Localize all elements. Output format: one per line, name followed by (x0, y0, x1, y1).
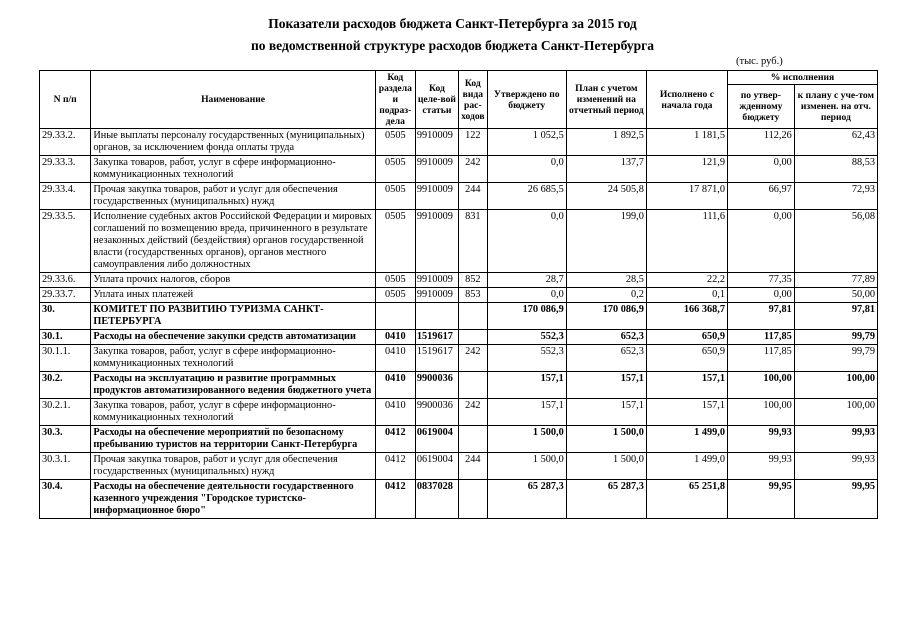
cell-num: 30.1. (40, 330, 91, 345)
cell-vid (458, 330, 487, 345)
cell-razdel (375, 303, 415, 330)
cell-name: Закупка товаров, работ, услуг в сфере информационно-коммуникационных технологий (91, 399, 375, 426)
cell-pct-utv: 100,00 (728, 372, 795, 399)
cell-pct-utv: 0,00 (728, 210, 795, 273)
table-row (40, 288, 878, 303)
cell-pct-plan: 56,08 (794, 210, 877, 273)
cell-pct-plan: 99,93 (794, 453, 877, 480)
cell-isp: 17 871,0 (646, 183, 727, 210)
cell-vid (458, 372, 487, 399)
cell-pct-plan: 88,53 (794, 156, 877, 183)
table-row (40, 273, 878, 288)
cell-name: Уплата прочих налогов, сборов (91, 273, 375, 288)
header-razdel: Код раздела и подраз-дела (375, 71, 415, 129)
cell-utv: 0,0 (487, 156, 566, 183)
cell-pct-utv: 99,95 (728, 480, 795, 519)
cell-name: Иные выплаты персоналу государственных (муниципальных) органов, за исключением фонда оплаты труда (91, 129, 375, 156)
table-row (40, 129, 878, 156)
cell-vid (458, 303, 487, 330)
table-row (40, 480, 878, 519)
cell-plan: 1 500,0 (566, 426, 646, 453)
cell-plan: 1 892,5 (566, 129, 646, 156)
cell-pct-plan: 99,95 (794, 480, 877, 519)
cell-name: Прочая закупка товаров, работ и услуг для обеспечения государственных (муниципальных) нужд (91, 453, 375, 480)
cell-num: 30. (40, 303, 91, 330)
cell-num: 29.33.5. (40, 210, 91, 273)
cell-num: 30.4. (40, 480, 91, 519)
header-vid: Код вида рас-ходов (458, 71, 487, 129)
cell-isp: 22,2 (646, 273, 727, 288)
cell-plan: 157,1 (566, 372, 646, 399)
cell-pct-plan: 62,43 (794, 129, 877, 156)
cell-utv: 65 287,3 (487, 480, 566, 519)
cell-pct-utv: 97,81 (728, 303, 795, 330)
cell-name: Исполнение судебных актов Российской Федерации и мировых соглашений по возмещению вреда, причиненного в результате незаконных действий (бездействия) органов государственной власти (государственных органов), органов местного самоуправления либо должностных (91, 210, 375, 273)
cell-name: Расходы на обеспечение мероприятий по безопасному пребыванию туристов на территории Санкт-Петербурга (91, 426, 375, 453)
cell-razdel: 0412 (375, 426, 415, 453)
cell-num: 30.3.1. (40, 453, 91, 480)
header-isp: Исполнено с начала года (646, 71, 727, 129)
cell-name: Расходы на обеспечение деятельности государственного казенного учреждения "Городское туристско-информационное бюро" (91, 480, 375, 519)
cell-pct-utv: 100,00 (728, 399, 795, 426)
cell-utv: 0,0 (487, 288, 566, 303)
cell-utv: 552,3 (487, 330, 566, 345)
units-label: (тыс. руб.) (736, 56, 783, 67)
cell-vid: 852 (458, 273, 487, 288)
report-title-line1: Показатели расходов бюджета Санкт-Петербурга за 2015 год (268, 16, 637, 31)
cell-statya: 9910009 (415, 288, 458, 303)
cell-isp: 111,6 (646, 210, 727, 273)
header-num: N п/п (40, 71, 91, 129)
cell-utv: 28,7 (487, 273, 566, 288)
cell-num: 29.33.3. (40, 156, 91, 183)
cell-razdel: 0410 (375, 372, 415, 399)
header-name: Наименование (91, 71, 375, 129)
cell-isp: 1 499,0 (646, 426, 727, 453)
cell-utv: 1 500,0 (487, 426, 566, 453)
cell-name: Расходы на эксплуатацию и развитие программных продуктов автоматизированного ведения бюджетного учета (91, 372, 375, 399)
cell-vid: 242 (458, 156, 487, 183)
cell-statya: 9900036 (415, 399, 458, 426)
cell-utv: 1 052,5 (487, 129, 566, 156)
cell-isp: 650,9 (646, 330, 727, 345)
cell-isp: 166 368,7 (646, 303, 727, 330)
table-row (40, 303, 878, 330)
cell-name: Расходы на обеспечение закупки средств автоматизации (91, 330, 375, 345)
cell-pct-plan: 99,79 (794, 345, 877, 372)
header-pct-utv: по утвер-жденному бюджету (728, 85, 795, 129)
cell-pct-utv: 112,26 (728, 129, 795, 156)
table-row (40, 345, 878, 372)
cell-razdel: 0412 (375, 480, 415, 519)
cell-statya: 9910009 (415, 210, 458, 273)
cell-utv: 26 685,5 (487, 183, 566, 210)
table-row (40, 372, 878, 399)
cell-razdel: 0410 (375, 330, 415, 345)
cell-statya (415, 303, 458, 330)
cell-pct-utv: 66,97 (728, 183, 795, 210)
cell-num: 29.33.6. (40, 273, 91, 288)
cell-utv: 1 500,0 (487, 453, 566, 480)
cell-plan: 0,2 (566, 288, 646, 303)
cell-statya: 9910009 (415, 273, 458, 288)
header-utv: Утверждено по бюджету (487, 71, 566, 129)
cell-vid (458, 426, 487, 453)
cell-name: Уплата иных платежей (91, 288, 375, 303)
table-row (40, 426, 878, 453)
cell-plan: 137,7 (566, 156, 646, 183)
cell-plan: 170 086,9 (566, 303, 646, 330)
cell-razdel: 0412 (375, 453, 415, 480)
cell-pct-utv: 0,00 (728, 156, 795, 183)
report-title-line2: по ведомственной структуре расходов бюджета Санкт-Петербурга (250, 38, 655, 53)
cell-statya: 0837028 (415, 480, 458, 519)
cell-razdel: 0410 (375, 399, 415, 426)
cell-vid (458, 480, 487, 519)
cell-statya: 9900036 (415, 372, 458, 399)
cell-num: 29.33.7. (40, 288, 91, 303)
cell-pct-plan: 100,00 (794, 372, 877, 399)
cell-num: 30.2. (40, 372, 91, 399)
header-plan: План с учетом изменений на отчетный период (566, 71, 646, 129)
cell-utv: 170 086,9 (487, 303, 566, 330)
cell-razdel: 0505 (375, 210, 415, 273)
cell-name: Закупка товаров, работ, услуг в сфере информационно-коммуникационных технологий (91, 156, 375, 183)
cell-statya: 9910009 (415, 156, 458, 183)
table-row (40, 399, 878, 426)
cell-vid: 242 (458, 399, 487, 426)
cell-pct-plan: 100,00 (794, 399, 877, 426)
cell-isp: 157,1 (646, 399, 727, 426)
cell-vid: 122 (458, 129, 487, 156)
cell-vid: 831 (458, 210, 487, 273)
cell-pct-plan: 99,93 (794, 426, 877, 453)
cell-name: КОМИТЕТ ПО РАЗВИТИЮ ТУРИЗМА САНКТ-ПЕТЕРБУРГА (91, 303, 375, 330)
cell-plan: 24 505,8 (566, 183, 646, 210)
cell-pct-utv: 99,93 (728, 426, 795, 453)
header-pct-plan: к плану с уче-том изменен. на отч. период (794, 85, 877, 129)
cell-pct-utv: 0,00 (728, 288, 795, 303)
cell-isp: 121,9 (646, 156, 727, 183)
cell-razdel: 0505 (375, 129, 415, 156)
budget-table (39, 70, 878, 519)
table-row (40, 330, 878, 345)
cell-utv: 0,0 (487, 210, 566, 273)
cell-plan: 199,0 (566, 210, 646, 273)
cell-razdel: 0505 (375, 288, 415, 303)
table-row (40, 156, 878, 183)
cell-pct-plan: 72,93 (794, 183, 877, 210)
cell-num: 30.3. (40, 426, 91, 453)
cell-statya: 9910009 (415, 129, 458, 156)
cell-isp: 157,1 (646, 372, 727, 399)
cell-num: 29.33.4. (40, 183, 91, 210)
cell-vid: 244 (458, 183, 487, 210)
cell-pct-plan: 50,00 (794, 288, 877, 303)
cell-razdel: 0505 (375, 183, 415, 210)
table-row (40, 453, 878, 480)
cell-razdel: 0505 (375, 156, 415, 183)
cell-statya: 1519617 (415, 330, 458, 345)
cell-utv: 157,1 (487, 399, 566, 426)
cell-isp: 650,9 (646, 345, 727, 372)
cell-pct-utv: 117,85 (728, 345, 795, 372)
cell-pct-utv: 99,93 (728, 453, 795, 480)
cell-pct-utv: 77,35 (728, 273, 795, 288)
cell-pct-plan: 97,81 (794, 303, 877, 330)
cell-plan: 65 287,3 (566, 480, 646, 519)
cell-isp: 65 251,8 (646, 480, 727, 519)
cell-razdel: 0505 (375, 273, 415, 288)
cell-plan: 652,3 (566, 345, 646, 372)
cell-isp: 1 181,5 (646, 129, 727, 156)
header-statya: Код целе-вой статьи (415, 71, 458, 129)
header-pct-group: % исполнения (728, 71, 878, 85)
cell-num: 30.2.1. (40, 399, 91, 426)
cell-isp: 1 499,0 (646, 453, 727, 480)
cell-vid: 244 (458, 453, 487, 480)
cell-isp: 0,1 (646, 288, 727, 303)
cell-pct-utv: 117,85 (728, 330, 795, 345)
cell-vid: 853 (458, 288, 487, 303)
table-row (40, 183, 878, 210)
cell-pct-plan: 99,79 (794, 330, 877, 345)
cell-statya: 0619004 (415, 426, 458, 453)
cell-vid: 242 (458, 345, 487, 372)
cell-num: 29.33.2. (40, 129, 91, 156)
cell-razdel: 0410 (375, 345, 415, 372)
cell-plan: 28,5 (566, 273, 646, 288)
cell-plan: 652,3 (566, 330, 646, 345)
cell-statya: 0619004 (415, 453, 458, 480)
cell-statya: 9910009 (415, 183, 458, 210)
cell-name: Закупка товаров, работ, услуг в сфере информационно-коммуникационных технологий (91, 345, 375, 372)
cell-statya: 1519617 (415, 345, 458, 372)
cell-num: 30.1.1. (40, 345, 91, 372)
cell-plan: 157,1 (566, 399, 646, 426)
table-row (40, 210, 878, 273)
cell-utv: 157,1 (487, 372, 566, 399)
cell-plan: 1 500,0 (566, 453, 646, 480)
cell-utv: 552,3 (487, 345, 566, 372)
cell-pct-plan: 77,89 (794, 273, 877, 288)
cell-name: Прочая закупка товаров, работ и услуг для обеспечения государственных (муниципальных) нужд (91, 183, 375, 210)
